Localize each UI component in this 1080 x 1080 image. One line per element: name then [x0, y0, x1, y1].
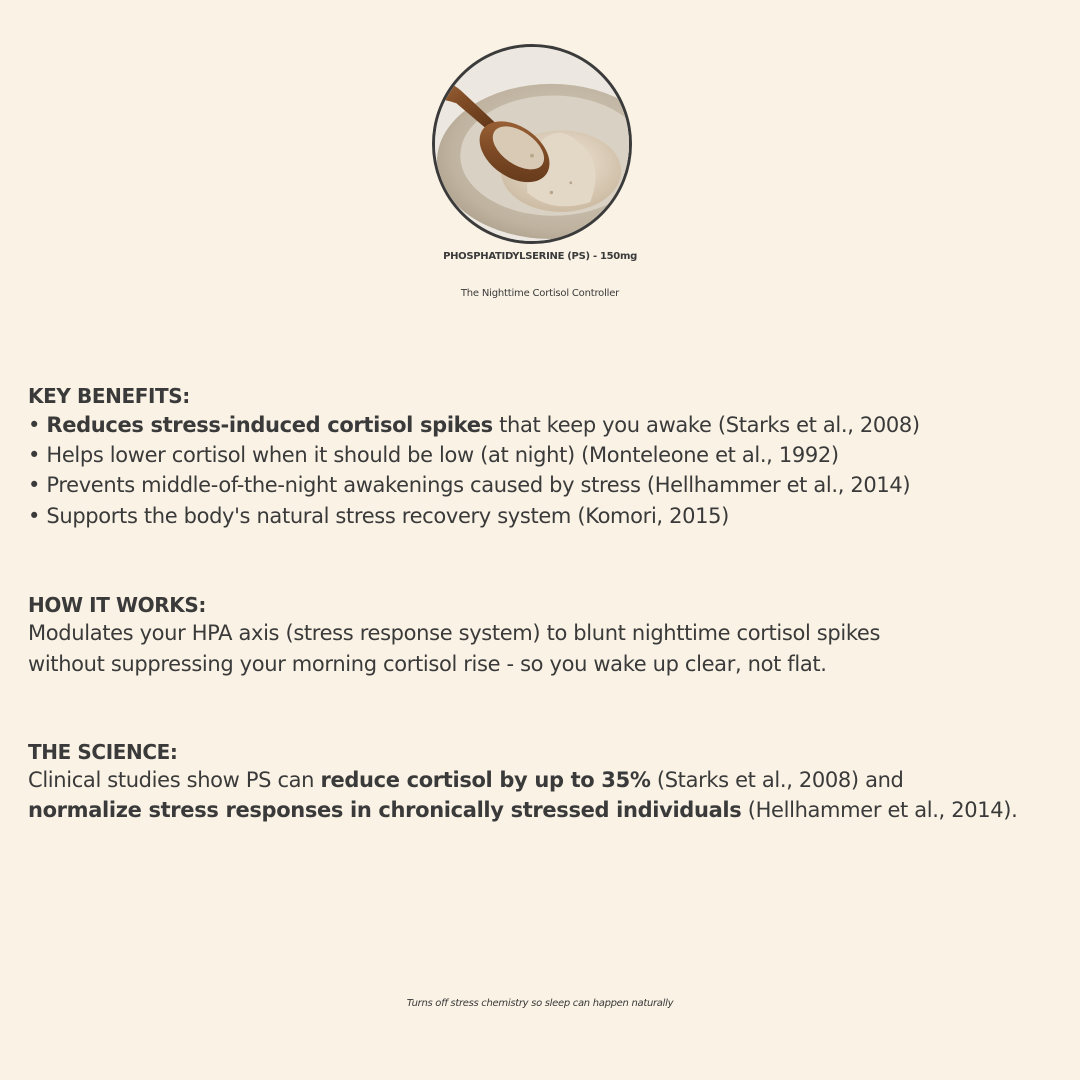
science-emphasis: reduce cortisol by up to 35%	[320, 768, 651, 792]
science-citation: (Hellhammer et al., 2014).	[741, 798, 1018, 822]
science-text	[28, 768, 904, 792]
how-it-works-text: Modulates your HPA axis (stress response system) to blunt nighttime cortisol spikes	[28, 621, 881, 645]
benefit-item	[28, 473, 910, 497]
benefit-text: Helps lower cortisol when it should be low (at night) (Monteleone et al., 1992)	[46, 443, 839, 467]
science-heading: THE SCIENCE:	[28, 740, 178, 764]
tagline: Turns off stress chemistry so sleep can happen naturally	[406, 998, 674, 1009]
product-title: PHOSPHATIDYLSERINE (PS) - 150mg	[443, 251, 637, 262]
science-emphasis: normalize stress responses in chronically stressed individuals	[28, 798, 742, 822]
benefit-text: Supports the body's natural stress recovery system (Komori, 2015)	[46, 504, 729, 528]
science-text	[28, 798, 1017, 822]
benefit-emphasis: Reduces stress-induced cortisol spikes	[46, 413, 493, 437]
science-text-part: Clinical studies show PS can	[28, 768, 321, 792]
science-citation: (Starks et al., 2008) and	[650, 768, 904, 792]
how-it-works-text: without suppressing your morning cortisol rise - so you wake up clear, not flat.	[28, 652, 827, 676]
benefit-item	[28, 504, 729, 528]
benefit-item	[28, 443, 839, 467]
product-image	[432, 44, 632, 244]
benefit-item	[28, 413, 920, 437]
product-subtitle: The Nighttime Cortisol Controller	[460, 288, 620, 299]
bullet: •	[28, 473, 47, 497]
bullet: •	[28, 443, 47, 467]
bullet: •	[28, 413, 47, 437]
key-benefits-heading: KEY BENEFITS:	[28, 384, 190, 408]
benefit-text: Prevents middle-of-the-night awakenings caused by stress (Hellhammer et al., 2014)	[46, 473, 911, 497]
how-it-works-heading: HOW IT WORKS:	[28, 593, 206, 617]
wooden-scoop-powder-icon	[435, 47, 629, 241]
bullet: •	[28, 504, 47, 528]
benefit-text: that keep you awake (Starks et al., 2008)	[492, 413, 920, 437]
